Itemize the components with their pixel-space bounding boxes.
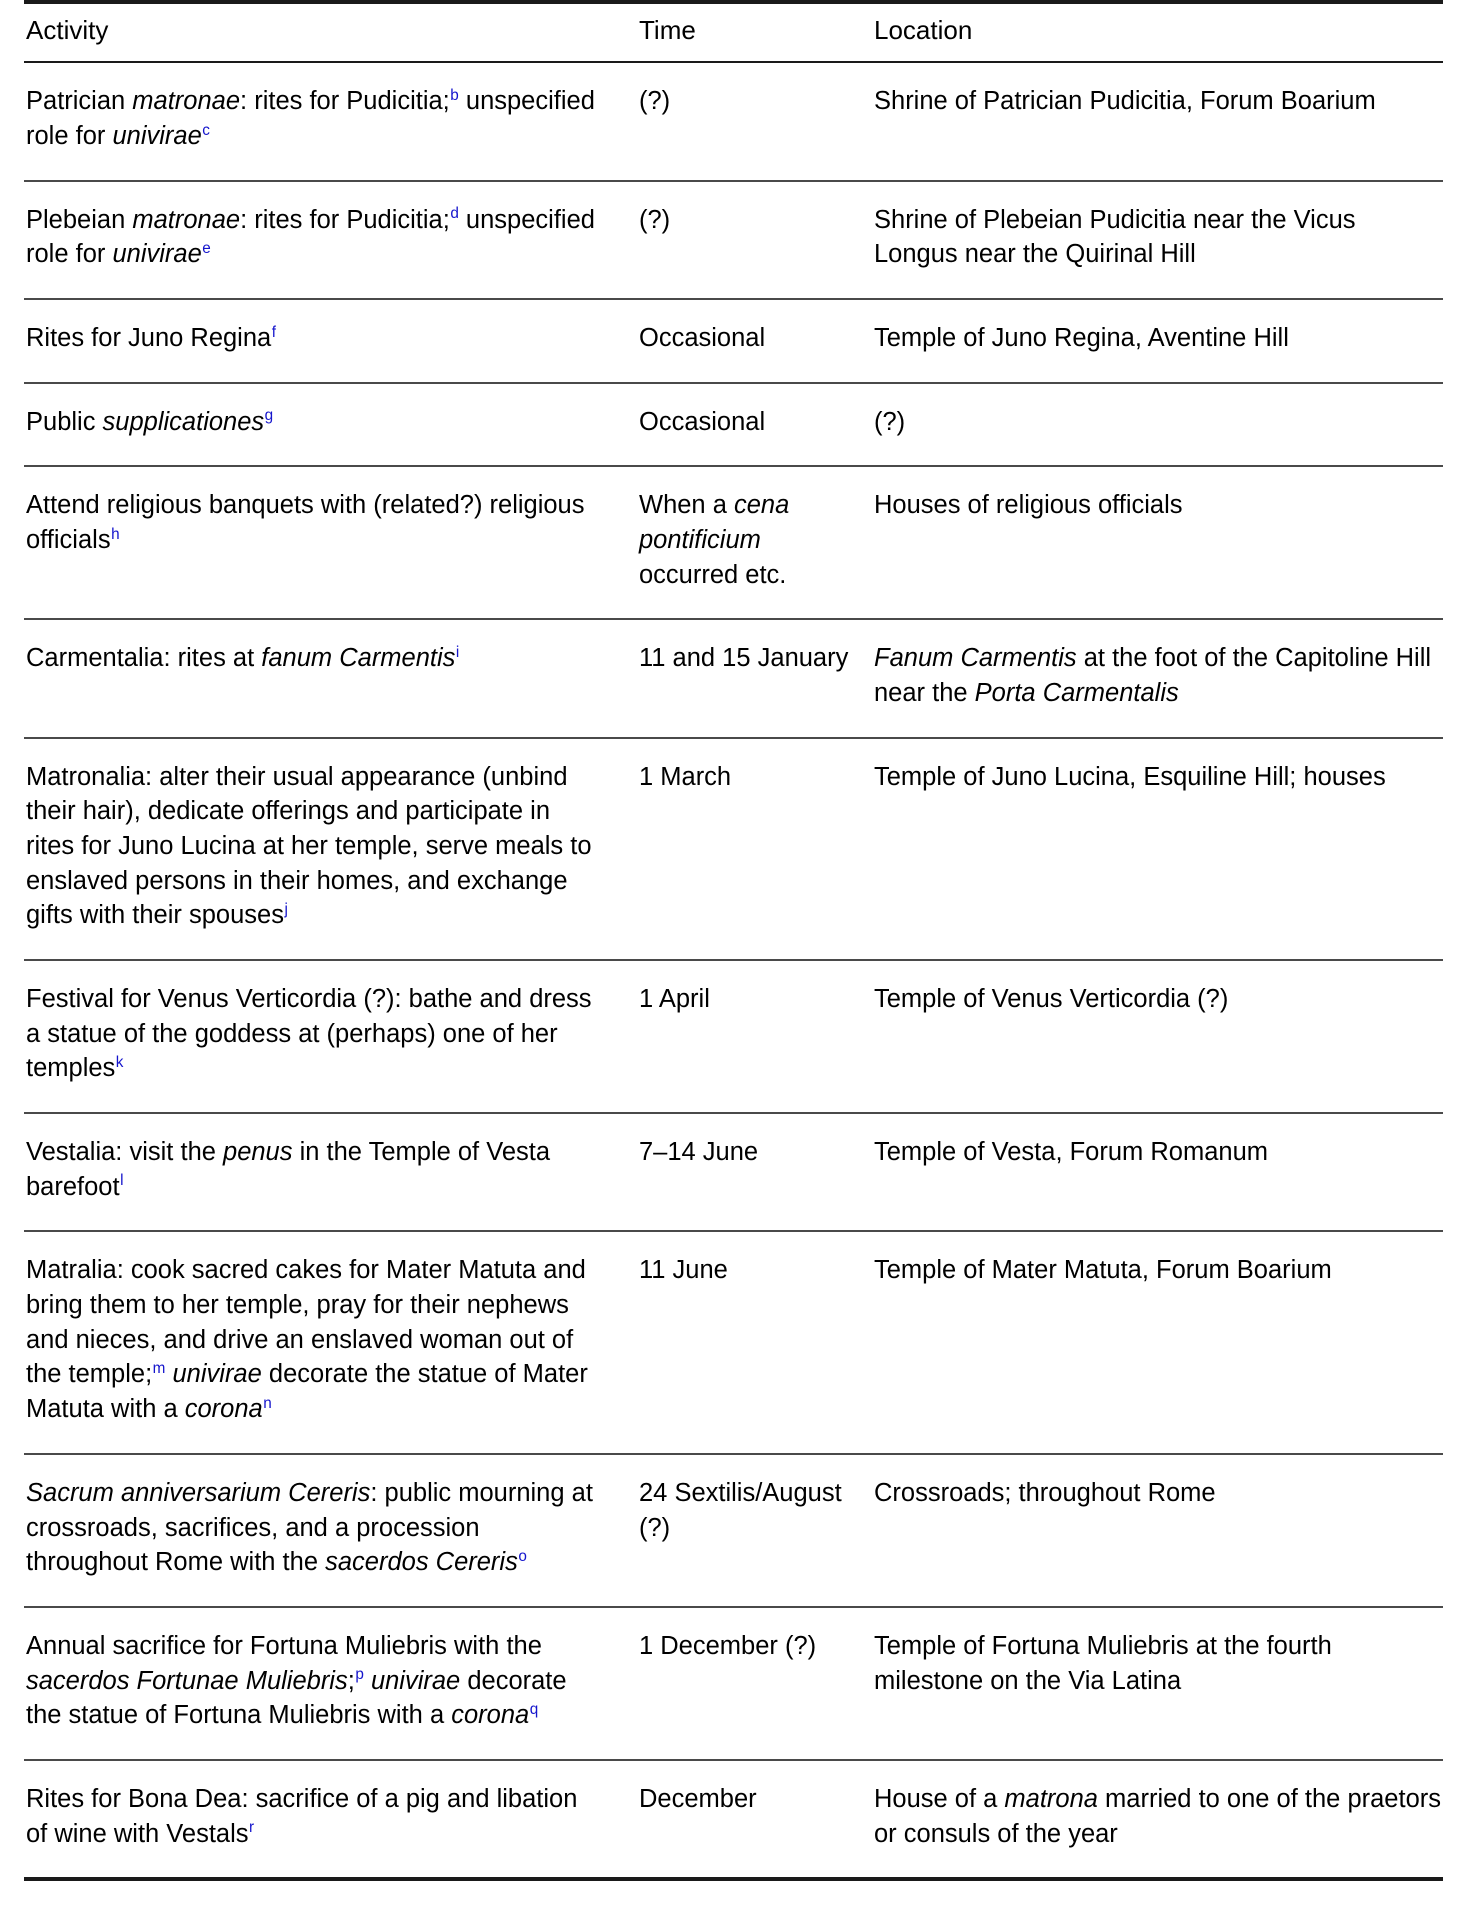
cell-time bbox=[639, 960, 874, 1113]
text-run: Rites for Juno Regina bbox=[26, 324, 272, 353]
text-run: Attend religious banquets with (related?) religious officials bbox=[26, 491, 585, 555]
cell-location-text bbox=[874, 488, 1443, 523]
cell-time bbox=[639, 299, 874, 383]
cell-time-text bbox=[639, 641, 856, 676]
text-run: : rites for Pudicitia; bbox=[240, 87, 450, 116]
text-run bbox=[364, 1667, 371, 1695]
text-run: Temple of Fortuna Muliebris at the fourth milestone on the Via Latina bbox=[874, 1631, 1332, 1695]
italic-term: corona bbox=[451, 1701, 530, 1730]
cell-location-text bbox=[874, 641, 1443, 710]
activities-table bbox=[24, 0, 1443, 1881]
cell-location bbox=[874, 383, 1443, 467]
text-run: Matronalia: alter their usual appearance (unbind their hair), dedicate offerings and participate in rites for Juno Lucina at her temple, serve meals to enslaved persons in their homes, and exchange gifts with their spouses bbox=[26, 762, 592, 930]
text-run: Shrine of Patrician Pudicitia, Forum Boarium bbox=[874, 87, 1376, 116]
footnote-marker[interactable]: b bbox=[450, 86, 459, 104]
text-run: Crossroads; throughout Rome bbox=[874, 1478, 1216, 1507]
text-run: Patrician bbox=[26, 87, 133, 116]
cell-activity-text bbox=[26, 321, 605, 356]
cell-activity bbox=[24, 1607, 639, 1760]
footnote-marker[interactable]: e bbox=[202, 239, 211, 257]
cell-activity bbox=[24, 466, 639, 619]
cell-location bbox=[874, 1231, 1443, 1453]
text-run: 7–14 June bbox=[639, 1138, 759, 1167]
cell-location-text bbox=[874, 1253, 1443, 1288]
cell-location bbox=[874, 1454, 1443, 1607]
cell-activity bbox=[24, 960, 639, 1113]
text-run: (?) bbox=[639, 205, 671, 234]
cell-location bbox=[874, 1113, 1443, 1231]
cell-location bbox=[874, 466, 1443, 619]
text-run: in the Temple of Vesta barefoot bbox=[26, 1138, 551, 1201]
text-run: 1 March bbox=[639, 762, 732, 791]
cell-location-text bbox=[874, 760, 1443, 795]
text-run: When a bbox=[639, 491, 734, 520]
cell-location-text bbox=[874, 405, 1443, 440]
cell-location-text bbox=[874, 982, 1443, 1017]
footnote-marker[interactable]: d bbox=[450, 205, 459, 223]
text-run: married to one of the praetors or consuls of the year bbox=[874, 1784, 1441, 1848]
text-run: Plebeian bbox=[26, 205, 133, 234]
italic-term: sacerdos Fortunae Muliebris bbox=[26, 1666, 348, 1695]
cell-location-text bbox=[874, 321, 1443, 356]
cell-activity-text bbox=[26, 982, 605, 1086]
cell-activity bbox=[24, 1231, 639, 1453]
cell-activity bbox=[24, 1760, 639, 1879]
footnote-marker[interactable]: p bbox=[355, 1666, 364, 1684]
cell-time bbox=[639, 738, 874, 960]
column-header-time: Time bbox=[639, 2, 874, 62]
footnote-marker[interactable]: h bbox=[111, 525, 120, 543]
cell-activity-text bbox=[26, 203, 605, 272]
table-row bbox=[24, 960, 1443, 1113]
cell-time-text bbox=[639, 321, 856, 356]
footnote-marker[interactable]: g bbox=[264, 407, 274, 425]
text-run: Temple of Juno Lucina, Esquiline Hill; houses bbox=[874, 762, 1386, 791]
table-row bbox=[24, 466, 1443, 619]
text-run bbox=[165, 1360, 172, 1388]
text-run: December bbox=[639, 1784, 757, 1813]
table-row bbox=[24, 738, 1443, 960]
table-header-row bbox=[24, 2, 1443, 62]
cell-time bbox=[639, 62, 874, 180]
cell-activity bbox=[24, 738, 639, 960]
text-run: 1 December (?) bbox=[639, 1631, 817, 1660]
text-run: : public mourning at crossroads, sacrifices, and a procession throughout Rome with the bbox=[26, 1478, 593, 1577]
text-run: at the foot of the Capitoline Hill near the bbox=[874, 644, 1432, 708]
cell-activity-text bbox=[26, 1135, 605, 1204]
text-run: Temple of Juno Regina, Aventine Hill bbox=[874, 324, 1289, 353]
italic-term: matrona bbox=[1004, 1784, 1098, 1813]
text-run: Temple of Mater Matuta, Forum Boarium bbox=[874, 1256, 1332, 1285]
cell-location bbox=[874, 738, 1443, 960]
cell-location-text bbox=[874, 1476, 1443, 1511]
cell-location bbox=[874, 62, 1443, 180]
footnote-marker[interactable]: l bbox=[120, 1172, 124, 1190]
text-run: House of a bbox=[874, 1784, 1005, 1813]
cell-time-text bbox=[639, 1476, 856, 1545]
footnote-marker[interactable]: i bbox=[455, 643, 460, 661]
cell-activity-text bbox=[26, 760, 605, 933]
cell-time-text bbox=[639, 982, 856, 1017]
cell-activity-text bbox=[26, 641, 605, 676]
text-run: Temple of Vesta, Forum Romanum bbox=[874, 1138, 1268, 1167]
footnote-marker[interactable]: m bbox=[152, 1359, 166, 1377]
table-row bbox=[24, 62, 1443, 180]
footnote-marker[interactable]: o bbox=[518, 1547, 527, 1565]
cell-time bbox=[639, 181, 874, 299]
text-run: 11 and 15 January bbox=[639, 644, 849, 673]
text-run: Occasional bbox=[639, 407, 766, 436]
cell-location bbox=[874, 619, 1443, 737]
text-run: (?) bbox=[639, 87, 671, 116]
italic-term: univirae bbox=[112, 122, 202, 151]
cell-time bbox=[639, 1113, 874, 1231]
footnote-marker[interactable]: c bbox=[202, 121, 210, 139]
cell-time-text bbox=[639, 203, 856, 238]
cell-activity-text bbox=[26, 405, 605, 440]
cell-location-text bbox=[874, 1782, 1443, 1851]
text-run: Shrine of Plebeian Pudicitia near the Vicus Longus near the Quirinal Hill bbox=[874, 205, 1356, 269]
cell-activity bbox=[24, 619, 639, 737]
table-header bbox=[24, 2, 1443, 62]
text-run: unspecified role for bbox=[26, 87, 595, 151]
footnote-marker[interactable]: r bbox=[249, 1819, 255, 1837]
cell-time-text bbox=[639, 84, 856, 119]
cell-time-text bbox=[639, 1629, 856, 1664]
cell-time bbox=[639, 1454, 874, 1607]
cell-activity bbox=[24, 181, 639, 299]
cell-time bbox=[639, 383, 874, 467]
italic-term: univirae bbox=[112, 240, 202, 269]
cell-activity bbox=[24, 383, 639, 467]
cell-location bbox=[874, 960, 1443, 1113]
footnote-marker[interactable]: k bbox=[115, 1053, 124, 1071]
cell-activity bbox=[24, 299, 639, 383]
italic-term: Porta Carmentalis bbox=[974, 679, 1179, 708]
text-run: Matralia: cook sacred cakes for Mater Matuta and bring them to her temple, pray for their nephews and nieces, and drive an enslaved woman out of the temple; bbox=[26, 1256, 586, 1389]
footnote-marker[interactable]: n bbox=[263, 1394, 272, 1412]
text-run: Annual sacrifice for Fortuna Muliebris with the bbox=[26, 1631, 542, 1660]
italic-term: matronae bbox=[132, 205, 241, 234]
column-header-location: Location bbox=[874, 2, 1443, 62]
cell-time bbox=[639, 466, 874, 619]
italic-term: univirae bbox=[172, 1360, 262, 1389]
text-run: Public bbox=[26, 407, 103, 436]
text-run: (?) bbox=[874, 407, 906, 436]
text-run: 24 Sextilis/August (?) bbox=[639, 1478, 842, 1542]
cell-activity bbox=[24, 1454, 639, 1607]
cell-activity-text bbox=[26, 1782, 605, 1851]
footnote-marker[interactable]: f bbox=[271, 323, 276, 341]
cell-time bbox=[639, 1231, 874, 1453]
italic-term: supplicationes bbox=[102, 407, 265, 436]
text-run: Vestalia: visit the bbox=[26, 1138, 224, 1167]
italic-term: penus bbox=[223, 1138, 293, 1167]
cell-activity-text bbox=[26, 84, 605, 153]
table-row bbox=[24, 619, 1443, 737]
table-row bbox=[24, 1760, 1443, 1879]
cell-time-text bbox=[639, 1253, 856, 1288]
table-row bbox=[24, 1454, 1443, 1607]
italic-term: Sacrum anniversarium Cereris bbox=[26, 1478, 371, 1507]
cell-time bbox=[639, 619, 874, 737]
text-run: decorate the statue of Fortuna Muliebris with a bbox=[26, 1666, 567, 1730]
italic-term: sacerdos Cereris bbox=[325, 1548, 518, 1577]
italic-term: univirae bbox=[370, 1666, 461, 1695]
column-header-activity: Activity bbox=[24, 2, 639, 62]
footnote-marker[interactable]: j bbox=[284, 900, 288, 918]
cell-time bbox=[639, 1760, 874, 1879]
cell-time-text bbox=[639, 488, 856, 592]
text-run: Occasional bbox=[639, 324, 766, 353]
cell-location-text bbox=[874, 1135, 1443, 1170]
text-run: Temple of Venus Verticordia (?) bbox=[874, 985, 1229, 1014]
italic-term: Fanum Carmentis bbox=[874, 644, 1077, 673]
text-run: Houses of religious officials bbox=[874, 491, 1183, 520]
cell-location-text bbox=[874, 203, 1443, 272]
italic-term: cena pontificium bbox=[639, 491, 790, 555]
text-run: 1 April bbox=[639, 985, 710, 1014]
text-run: occurred etc. bbox=[639, 560, 787, 589]
text-run: Carmentalia: rites at bbox=[26, 644, 262, 673]
cell-location bbox=[874, 1607, 1443, 1760]
cell-time-text bbox=[639, 1135, 856, 1170]
table-row bbox=[24, 383, 1443, 467]
cell-time-text bbox=[639, 405, 856, 440]
cell-time-text bbox=[639, 760, 856, 795]
cell-location bbox=[874, 1760, 1443, 1879]
table-row bbox=[24, 181, 1443, 299]
table-row bbox=[24, 1607, 1443, 1760]
cell-activity-text bbox=[26, 1476, 605, 1580]
text-run: 11 June bbox=[639, 1256, 728, 1285]
italic-term: matronae bbox=[132, 87, 241, 116]
cell-activity bbox=[24, 1113, 639, 1231]
cell-location-text bbox=[874, 1629, 1443, 1698]
cell-activity bbox=[24, 62, 639, 180]
cell-activity-text bbox=[26, 488, 605, 557]
cell-location-text bbox=[874, 84, 1443, 119]
table-row bbox=[24, 1113, 1443, 1231]
cell-time bbox=[639, 1607, 874, 1760]
cell-location bbox=[874, 181, 1443, 299]
text-run: Festival for Venus Verticordia (?): bathe and dress a statue of the goddess at (perhaps) one of her temples bbox=[26, 985, 592, 1083]
cell-time-text bbox=[639, 1782, 856, 1817]
cell-location bbox=[874, 299, 1443, 383]
table-body bbox=[24, 62, 1443, 1879]
text-run: : rites for Pudicitia; bbox=[240, 205, 450, 234]
cell-activity-text bbox=[26, 1629, 605, 1733]
table-row bbox=[24, 1231, 1443, 1453]
text-run: unspecified role for bbox=[26, 205, 595, 269]
cell-activity-text bbox=[26, 1253, 605, 1426]
text-run: Rites for Bona Dea: sacrifice of a pig and libation of wine with Vestals bbox=[26, 1784, 578, 1848]
italic-term: corona bbox=[184, 1395, 263, 1424]
footnote-marker[interactable]: q bbox=[529, 1700, 539, 1718]
table-row bbox=[24, 299, 1443, 383]
text-run: ; bbox=[347, 1666, 355, 1695]
italic-term: fanum Carmentis bbox=[261, 644, 456, 673]
text-run: decorate the statue of Mater Matuta with a bbox=[26, 1360, 588, 1424]
